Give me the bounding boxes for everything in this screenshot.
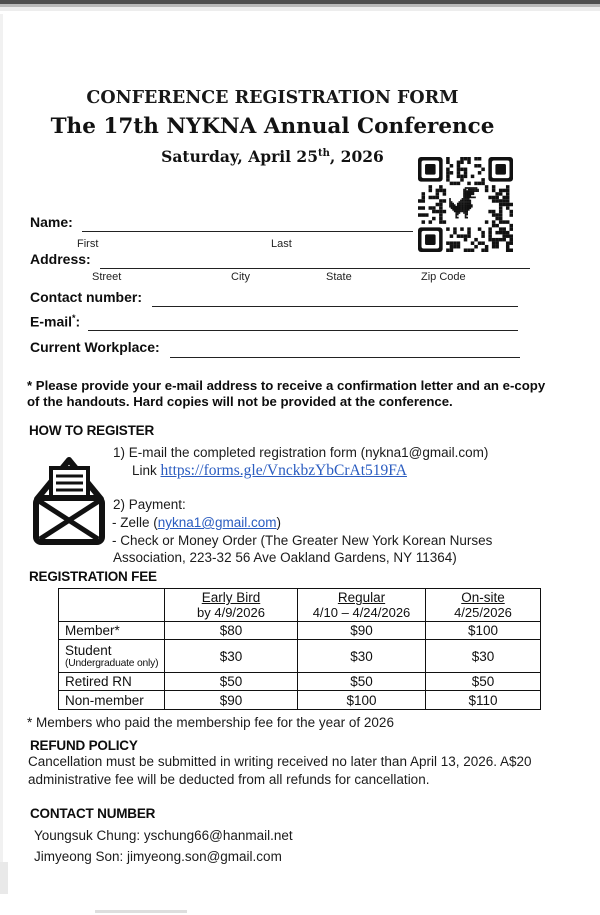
email-footnote-line2: of the handouts. Hard copies will not be provided at the conference. bbox=[27, 393, 453, 409]
name-last-sublabel: Last bbox=[271, 238, 292, 250]
row-label-main: Student bbox=[65, 643, 112, 658]
check-line1: - Check or Money Order (The Greater New York Korean Nurses bbox=[112, 533, 493, 548]
fee-header-earlybird bbox=[165, 589, 298, 622]
google-form-link[interactable]: https://forms.gle/VnckbzYbCrAt519FA bbox=[160, 462, 407, 479]
link-label: Link bbox=[132, 463, 157, 478]
col-subtitle: 4/10 – 4/24/2026 bbox=[312, 605, 411, 620]
email-footnote-line1: * Please provide your e-mail address to receive a confirmation letter and an e-copy bbox=[27, 378, 546, 393]
fee-cell: $80 bbox=[165, 622, 298, 640]
email-footnote bbox=[27, 378, 582, 409]
name-label: Name: bbox=[30, 214, 73, 230]
address-input-line[interactable] bbox=[100, 254, 530, 269]
envelope-icon bbox=[29, 447, 109, 547]
how-to-register-heading: HOW TO REGISTER bbox=[29, 423, 155, 438]
fee-row-nonmember bbox=[59, 691, 541, 710]
fee-cell: $100 bbox=[426, 622, 541, 640]
zelle-line bbox=[112, 515, 281, 530]
zelle-suffix: ) bbox=[276, 515, 282, 530]
col-title: Early Bird bbox=[201, 590, 261, 605]
scan-artifact bbox=[95, 910, 187, 913]
contact-person-2: Jimyeong Son: jimyeong.son@gmail.com bbox=[34, 849, 282, 864]
scan-edge-left bbox=[0, 14, 3, 894]
fee-header-empty bbox=[59, 589, 165, 622]
email-label bbox=[30, 313, 80, 330]
contact-number-label: Contact number: bbox=[30, 289, 142, 305]
refund-policy-heading: REFUND POLICY bbox=[30, 738, 138, 753]
check-line2: Association, 223-32 56 Ave Oakland Gardens, NY 11364) bbox=[113, 550, 457, 565]
fee-cell: $50 bbox=[298, 673, 426, 691]
email-input-line[interactable] bbox=[88, 316, 518, 331]
row-label: Non-member bbox=[59, 691, 165, 710]
scan-edge-top bbox=[0, 0, 600, 14]
zelle-email-link[interactable]: nykna1@gmail.com bbox=[157, 515, 277, 530]
register-step1: 1) E-mail the completed registration form (nykna1@gmail.com) bbox=[113, 445, 489, 460]
col-title: On-site bbox=[461, 590, 505, 605]
registration-fee-heading: REGISTRATION FEE bbox=[29, 569, 157, 584]
col-title: Regular bbox=[337, 590, 386, 605]
fee-cell: $50 bbox=[165, 673, 298, 691]
row-label: Retired RN bbox=[59, 673, 165, 691]
address-label: Address: bbox=[30, 251, 91, 267]
col-subtitle: by 4/9/2026 bbox=[197, 605, 265, 620]
form-title: CONFERENCE REGISTRATION FORM bbox=[86, 88, 459, 108]
scan-artifact bbox=[0, 862, 8, 894]
fee-cell: $90 bbox=[298, 622, 426, 640]
date-ordinal: th bbox=[317, 147, 330, 159]
address-zip-sublabel: Zip Code bbox=[421, 271, 466, 283]
refund-policy-body: Cancellation must be submitted in writing received no later than April 13, 2026. A$20 administrative fee will be deducted from all refunds for cancellation. bbox=[28, 754, 532, 787]
name-input-line[interactable] bbox=[82, 217, 413, 232]
name-first-sublabel: First bbox=[77, 238, 99, 250]
fee-table bbox=[58, 588, 541, 710]
workplace-label: Current Workplace: bbox=[30, 339, 160, 355]
fee-cell: $50 bbox=[426, 673, 541, 691]
address-street-sublabel: Street bbox=[92, 271, 122, 283]
register-link-line bbox=[132, 462, 407, 480]
fee-row-student bbox=[59, 640, 541, 673]
workplace-input-line[interactable] bbox=[170, 343, 520, 358]
col-subtitle: 4/25/2026 bbox=[454, 605, 512, 620]
email-colon: : bbox=[75, 313, 81, 330]
fee-cell: $30 bbox=[298, 640, 426, 673]
contact-person-1: Youngsuk Chung: yschung66@hanmail.net bbox=[34, 828, 293, 843]
contact-number-heading: CONTACT NUMBER bbox=[30, 806, 156, 821]
member-footnote: * Members who paid the membership fee for the year of 2026 bbox=[27, 715, 394, 730]
row-label: Member* bbox=[59, 622, 165, 640]
qr-code bbox=[418, 157, 513, 252]
email-label-text: E-mail bbox=[30, 313, 73, 330]
fee-cell: $30 bbox=[426, 640, 541, 673]
date-prefix: Saturday, April 25 bbox=[161, 147, 318, 166]
fee-cell: $30 bbox=[165, 640, 298, 673]
email-asterisk: * bbox=[72, 313, 76, 323]
row-label-sub: (Undergraduate only) bbox=[65, 658, 159, 669]
address-state-sublabel: State bbox=[326, 271, 352, 283]
zelle-prefix: - Zelle ( bbox=[112, 515, 158, 530]
address-city-sublabel: City bbox=[231, 271, 250, 283]
fee-header-regular bbox=[298, 589, 426, 622]
fee-header-row bbox=[59, 589, 541, 622]
fee-cell: $100 bbox=[298, 691, 426, 710]
row-label bbox=[59, 640, 165, 673]
contact-number-input-line[interactable] bbox=[152, 292, 518, 307]
register-step2: 2) Payment: bbox=[113, 497, 186, 512]
conference-title: The 17th NYKNA Annual Conference bbox=[50, 114, 495, 139]
fee-header-onsite bbox=[426, 589, 541, 622]
fee-row-retired bbox=[59, 673, 541, 691]
fee-cell: $90 bbox=[165, 691, 298, 710]
fee-cell: $110 bbox=[426, 691, 541, 710]
date-suffix: , 2026 bbox=[329, 147, 384, 166]
fee-row-member bbox=[59, 622, 541, 640]
